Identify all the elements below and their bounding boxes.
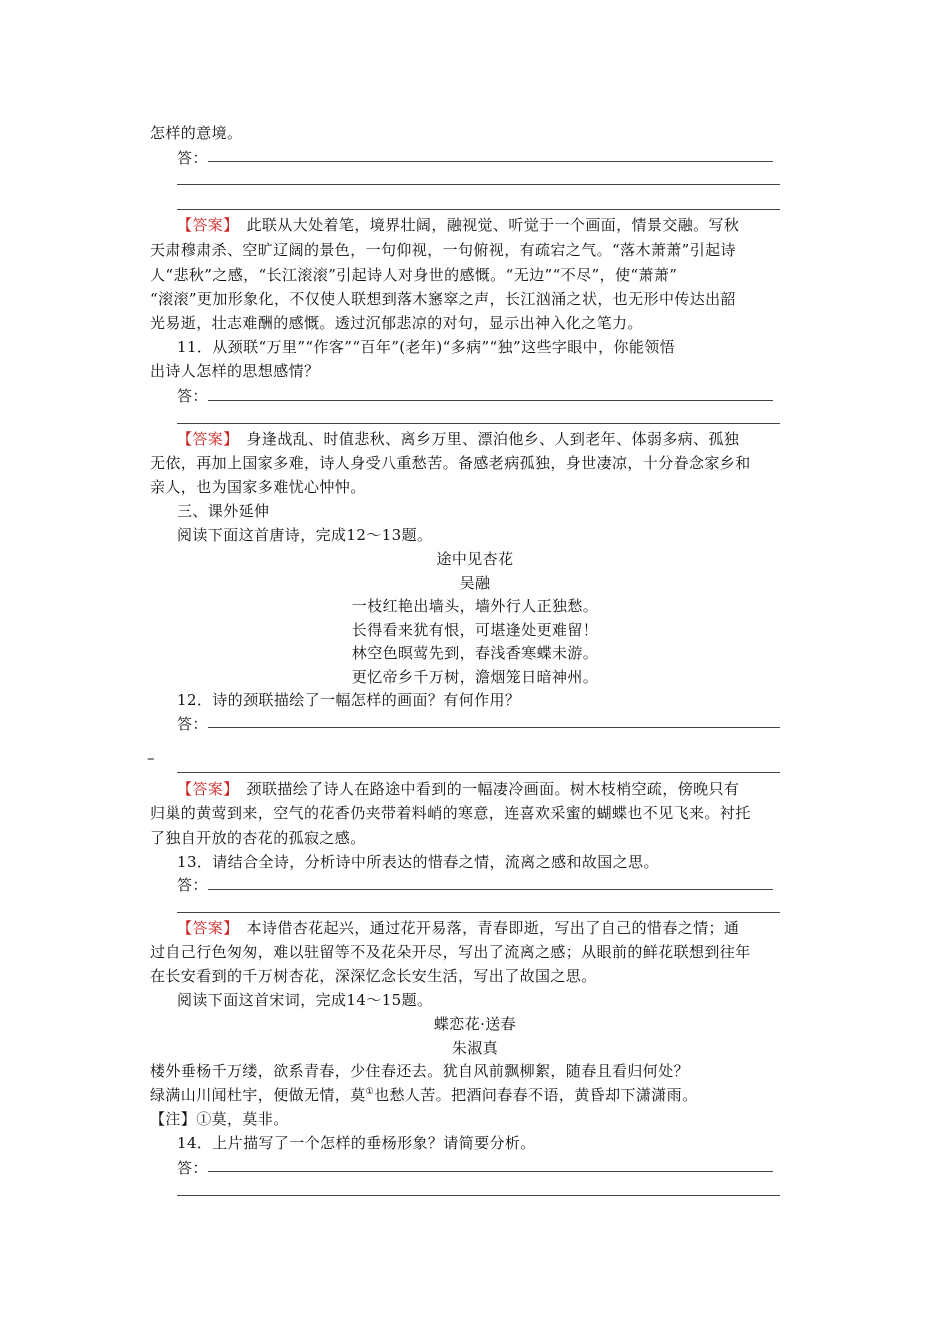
answer-line-text: 归巢的黄莺到来，空气的花香仍夹带着料峭的寒意，连喜欢采蜜的蝴蝶也不见飞来。衬托 (150, 804, 751, 822)
answer-tag: 【答案】 (177, 780, 232, 798)
poem-author: 朱淑真 (451, 1039, 499, 1057)
section-heading: 三、课外延伸 (177, 502, 270, 520)
answer-line (177, 184, 780, 185)
answer-paragraph: 【答案】 身逢战乱、时值悲秋、离乡万里、漂泊他乡、人到老年、体弱多病、孤独 (177, 430, 740, 448)
answer-line-text: “滚滚”更加形象化，不仅使人联想到落木窸窣之声，长江汹涌之状，也无形中传达出韶 (150, 290, 736, 308)
answer-line (177, 1195, 780, 1196)
answer-line (177, 772, 780, 773)
answer-line-text: 光易逝，壮志难酬的感慨。透过沉郁悲凉的对句，显示出神入化之笔力。 (150, 314, 643, 332)
answer-line (208, 727, 780, 728)
question-11-cont: 出诗人怎样的思想感情？ (150, 362, 320, 380)
answer-line-text: 人“悲秋”之感，“长江滚滚”引起诗人对身世的感慨。“无边”“不尽”，使“萧萧” (150, 266, 678, 284)
question-14: 14．上片描写了一个怎样的垂杨形象？请简要分析。 (177, 1134, 536, 1152)
answer-line-text: 在长安看到的千万树杏花，深深忆念长安生活，写出了故国之思。 (150, 967, 597, 985)
answer-line (208, 889, 773, 890)
answer-label: 答： (177, 715, 208, 733)
reading-intro: 阅读下面这首宋词，完成14～15题。 (177, 991, 433, 1009)
question-13: 13．请结合全诗，分析诗中所表达的惜春之情，流离之感和故国之思。 (177, 853, 659, 871)
answer-label: 答： (177, 1159, 208, 1177)
poem-line: 楼外垂杨千万缕，欲系青春，少住春还去。犹自风前飘柳絮，随春且看归何处？ (150, 1062, 690, 1080)
answer-tag: 【答案】 (177, 919, 232, 937)
answer-line-text: 过自己行色匆匆，难以驻留等不及花朵开尽，写出了流离之感；从眼前的鲜花联想到往年 (150, 943, 751, 961)
answer-line (177, 423, 780, 424)
answer-line (177, 912, 780, 913)
answer-paragraph: 【答案】 此联从大处着笔，境界壮阔，融视觉、听觉于一个画面，情景交融。写秋 (177, 216, 740, 234)
answer-line-text: 了独自开放的杏花的孤寂之感。 (150, 829, 366, 847)
poem-line: 一枝红艳出墙头，墙外行人正独愁。 (351, 597, 599, 615)
answer-line (208, 161, 773, 162)
poem-line: 更忆帝乡千万树，澹烟笼日暗神州。 (351, 668, 599, 686)
poem-line: 长得看来犹有恨，可堪逢处更难留！ (351, 621, 599, 639)
answer-line-text: 无依，再加上国家多难，诗人身受八重愁苦。备感老病孤独，身世凄凉，十分眷念家乡和 (150, 454, 751, 472)
poem-title: 蝶恋花·送春 (433, 1015, 517, 1033)
answer-line (177, 209, 780, 210)
answer-paragraph: 【答案】 颈联描绘了诗人在路途中看到的一幅凄冷画面。树木枝梢空疏，傍晚只有 (177, 780, 740, 798)
footnote: 【注】①莫，莫非。 (150, 1110, 289, 1128)
reading-intro: 阅读下面这首唐诗，完成12～13题。 (177, 526, 433, 544)
answer-line (208, 1171, 773, 1172)
poem-line: 绿满山川闻杜宇，便做无情，莫①也愁人苦。把酒问春春不语，黄昏却下潇潇雨。 (150, 1086, 698, 1104)
question-11: 11．从颈联“万里”“作客”“百年”(老年)“多病”“独”这些字眼中，你能领悟 (177, 338, 676, 356)
answer-label: 答： (177, 149, 208, 167)
stray-dash: – (147, 749, 155, 767)
answer-line (208, 400, 773, 401)
answer-label: 答： (177, 876, 208, 894)
answer-line-text: 天肃穆肃杀、空旷辽阔的景色，一句仰视，一句俯视，有疏宕之气。“落木萧萧”引起诗 (150, 241, 736, 259)
answer-paragraph: 【答案】 本诗借杏花起兴，通过花开易落，青春即逝，写出了自己的惜春之情；通 (177, 919, 740, 937)
answer-label: 答： (177, 387, 208, 405)
question-12: 12．诗的颈联描绘了一幅怎样的画面？有何作用？ (177, 691, 521, 709)
poem-title: 途中见杏花 (436, 550, 514, 568)
answer-line-text: 亲人，也为国家多难忧心忡忡。 (150, 478, 366, 496)
poem-author: 吴融 (459, 574, 491, 592)
footnote-marker: ① (365, 1087, 375, 1097)
poem-line: 林空色暝莺先到，春浅香寒蝶未游。 (351, 644, 599, 662)
answer-tag: 【答案】 (177, 430, 232, 448)
answer-tag: 【答案】 (177, 216, 232, 234)
q10-tail: 怎样的意境。 (150, 124, 243, 142)
